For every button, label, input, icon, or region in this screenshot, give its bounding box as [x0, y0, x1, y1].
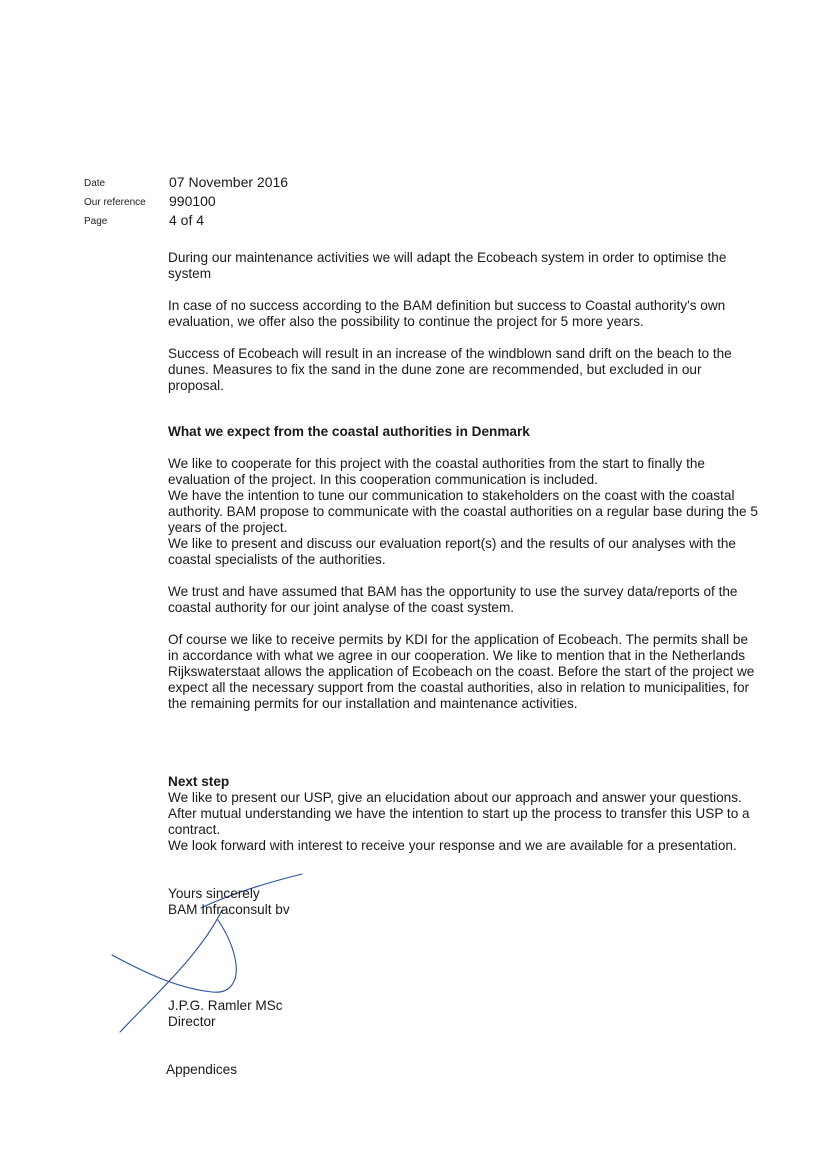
- signatory-name: J.P.G. Ramler MSc: [168, 998, 283, 1013]
- page-label: Page: [84, 216, 108, 227]
- next-step-section: [168, 774, 758, 854]
- expectations-survey-data: We trust and have assumed that BAM has the opportunity to use the survey data/reports of the coastal authority for our joint analyse of the coast system.: [168, 584, 738, 615]
- reference-label: Our reference: [84, 197, 146, 208]
- intro-section: [168, 250, 758, 394]
- expectations-section: [168, 424, 758, 712]
- expectations-permits: Of course we like to receive permits by KDI for the application of Ecobeach. The permits shall be in accordance with what we agree in our cooperation. We like to mention that in the Netherlands Rijkswaterstaat allows the application of Ecobeach on the coast. Before the start of the project we expect all the necessary support from the coastal authorities, also in relation to municipalities, for the remaining permits for our installation and maintenance activities.: [168, 632, 755, 711]
- next-step-heading: Next step: [168, 774, 230, 789]
- date-value: 07 November 2016: [169, 174, 289, 190]
- expectations-communication-line: We have the intention to tune our communication to stakeholders on the coast with the coastal authority. BAM propose to communicate with the coastal authorities on a regular base during the 5 years of the project.: [168, 488, 758, 535]
- signatory-title: Director: [168, 1014, 216, 1029]
- closing-salutation: Yours sincerely: [168, 886, 260, 901]
- expectations-cooperation-line: We like to cooperate for this project with the coastal authorities from the start to finally the evaluation of the project. In this cooperation communication is included.: [168, 456, 705, 487]
- intro-paragraph-continuation: In case of no success according to the BAM definition but success to Coastal authority's own evaluation, we offer also the possibility to continue the project for 5 more years.: [168, 298, 726, 329]
- intro-paragraph-sand-drift: Success of Ecobeach will result in an increase of the windblown sand drift on the beach to the dunes. Measures to fix the sand in the dune zone are recommended, but excluded in our proposal.: [168, 346, 732, 393]
- page-value: 4 of 4: [169, 212, 205, 228]
- intro-paragraph-maintenance: During our maintenance activities we will adapt the Ecobeach system in order to optimise the system: [168, 250, 727, 281]
- date-label: Date: [84, 178, 106, 189]
- next-step-usp: We like to present our USP, give an elucidation about our approach and answer your questions. After mutual understanding we have the intention to start up the process to transfer this USP to a contract.: [168, 790, 750, 837]
- reference-value: 990100: [169, 193, 216, 209]
- appendices-label: Appendices: [166, 1062, 238, 1077]
- expectations-heading: What we expect from the coastal authorities in Denmark: [168, 424, 530, 439]
- closing-company: BAM Infraconsult bv: [168, 902, 290, 917]
- expectations-evaluation-line: We like to present and discuss our evaluation report(s) and the results of our analyses with the coastal specialists of the authorities.: [168, 536, 736, 567]
- next-step-response: We look forward with interest to receive your response and we are available for a presentation.: [168, 838, 737, 853]
